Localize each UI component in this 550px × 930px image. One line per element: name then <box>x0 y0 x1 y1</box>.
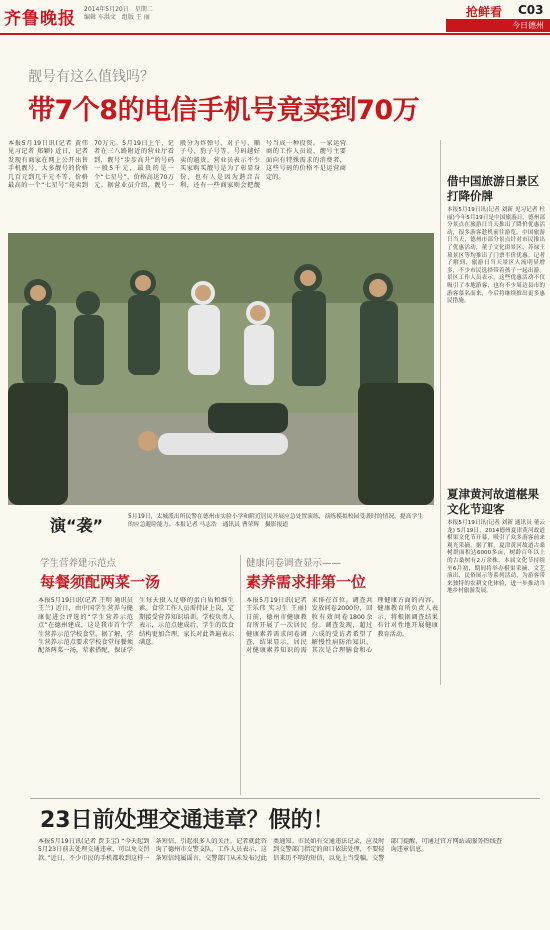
story-health-kicker: 健康问卷调查显示—— <box>246 558 342 569</box>
sidebar-headline-tourism: 借中国旅游日景区打降价牌 <box>447 174 539 203</box>
bottom-headline: 23日前处理交通违章？假的！ <box>40 808 335 833</box>
sidebar-body-tourism: 本报5月19日讯(记者 刘新 见习记者 杜丽)今年5月19日是中国旅游日，德州部分景点在旅游日当天推出了降价优惠活动，很多游客趁机前往游览。中国旅游日当天，德州市部分景点针对市民推出了优惠活动，董子文化街景区、苏禄王墓景区等均推出了门票半价优惠。记者了解到，旅游日当天景区人流明显增多，不少市民选择带着孩子一起出游。景区工作人员表示，这些优惠活动不仅吸引了本地游客，也有不少周边县市的游客慕名而来，今后将继续推出更多惠民措施。 <box>447 207 545 305</box>
sidebar-headline-festival: 夏津黄河故道椹果文化节迎客 <box>447 487 539 516</box>
subsection-banner: 今日德州 <box>446 19 550 32</box>
story-nutrition-body: 本报5月19日讯(记者 王明 通讯员 王兰) 近日，由中国学生营养与健康促进会评选的“学生营养示范点”在德州建成，这是我市首个学生营养示范学校食堂。据了解，学生营养示范点要求学校食堂每餐须配备两菜一汤，荤素搭配，保证学生每天摄入足够的蛋白质和维生素。食堂工作人员需持证上岗，定期接受营养知识培训。学校负责人表示，示范点建成后，学生的饮食结构更加合理，家长对此普遍表示满意。 <box>38 597 234 655</box>
photo-caption-box <box>8 507 434 539</box>
sidebar-divider <box>440 140 441 685</box>
header-rule <box>0 33 550 35</box>
news-photo <box>8 233 434 505</box>
lead-kicker: 靓号有这么值钱吗？ <box>28 69 154 85</box>
page-number: C03 <box>518 3 544 17</box>
story-health-header <box>246 555 436 592</box>
bottom-body: 本报5月19日讯(记者 贾玉宝) “今天起到5月23日前去处理交通违章，可以免交罚款。”近日，不少市民的手机都收到这样一条短信，引起很多人的关注。记者就此咨询了德州市交警支队，工作人员表示，这条短信纯属谣言，交警部门从未发布过此类通知。市民如有交通违法记录，应及时到交警部门指定的窗口依法处理，不要轻信来历不明的短信，以免上当受骗。交警部门提醒，可通过官方网站或服务热线查询违章信息。 <box>38 838 502 862</box>
story-health-headline: 素养需求排第一位 <box>246 573 367 591</box>
lead-headline: 带7个8的电信手机号竟卖到70万 <box>28 95 420 126</box>
sidebar-body-festival: 本报5月19日讯(记者 刘新 通讯员 董云龙) 5月19日，2014德州夏津黄河故道椹果文化节开幕，吸引了众多游客前来观光采摘。据了解，夏津黄河故道古桑树群面积达6000多亩，树龄百年以上的古桑树有2万余株。本届文化节持续至6月初，期间将举办椹果采摘、文艺演出、民俗展示等系列活动，为游客带来独特的农耕文化体验，进一步推动当地乡村旅游发展。 <box>447 520 545 595</box>
story-nutrition-kicker: 学生营养建示范点 <box>40 558 117 569</box>
publication-date: 2014年5月20日 星期二 <box>84 6 153 13</box>
lead-body: 本报5月19日讯(记者 黄伟 见习记者 郑颖) 近日，记者发现有商家在网上公开出售手机靓号，大多靓号的价格几百元到几千元不等，价格最高的一个“七星号”竟卖到70万元。5月19日上午，记者在三八路附近的营业厅看到，靓号“步步高升”的号码一般5千元，最贵的是一个“七星号”，价格高达70万元。据营业员介绍，靓号一般分为炸弹号、对子号、顺子号、豹子号等，号码越好卖的越贵。营业员表示不少买家购买靓号是为了彰显身份，也有人是因为谐音吉利，还有一些商家则会把靓号当成一种投资。一家运营商的工作人员说，靓号主要面向有特殊需求的消费者，这些号码的价格不是运营商定的。 <box>8 140 346 190</box>
story-nutrition-headline: 每餐须配两菜一汤 <box>40 573 161 591</box>
section-title: 抢鲜看 <box>466 5 503 19</box>
sidebar-story-tourism <box>447 174 545 484</box>
bottom-rule <box>30 798 540 799</box>
photo-caption: 5月19日，太城派出所民警在德州市实验小学和附近居民开展应急处置演练，演练模拟校园受袭时的情况，提高学生的应急避险能力。本报记者 马志浩 通讯员 曹荣辉 摄影报道 <box>128 514 424 528</box>
masthead-logo: 齐鲁晚报 <box>4 9 76 29</box>
story-nutrition-header <box>40 555 230 592</box>
sidebar-story-festival <box>447 487 545 687</box>
editor-credits: 编辑 车洪文 组版 王 丽 <box>84 14 150 21</box>
column-divider <box>240 555 241 795</box>
story-health-body: 本报5月19日讯(记者 王乐伟 实习生 王丽) 日前，德州市健康教育所开展了一次居民健康素养需求问卷调查，结果显示，居民对健康素养知识的需求排在首位。调查共发放问卷2000份，回收有效问卷1800余份。调查发现，超过六成的受访者希望了解慢性病防治知识，其次是合理膳食和心理健康方面的内容。健康教育所负责人表示，将根据调查结果有针对性地开展健康教育活动。 <box>246 597 438 655</box>
publication-info <box>84 6 153 22</box>
drill-scene-illustration <box>8 233 434 505</box>
photo-label: 演“袭” <box>50 516 104 535</box>
page-header <box>0 0 550 46</box>
